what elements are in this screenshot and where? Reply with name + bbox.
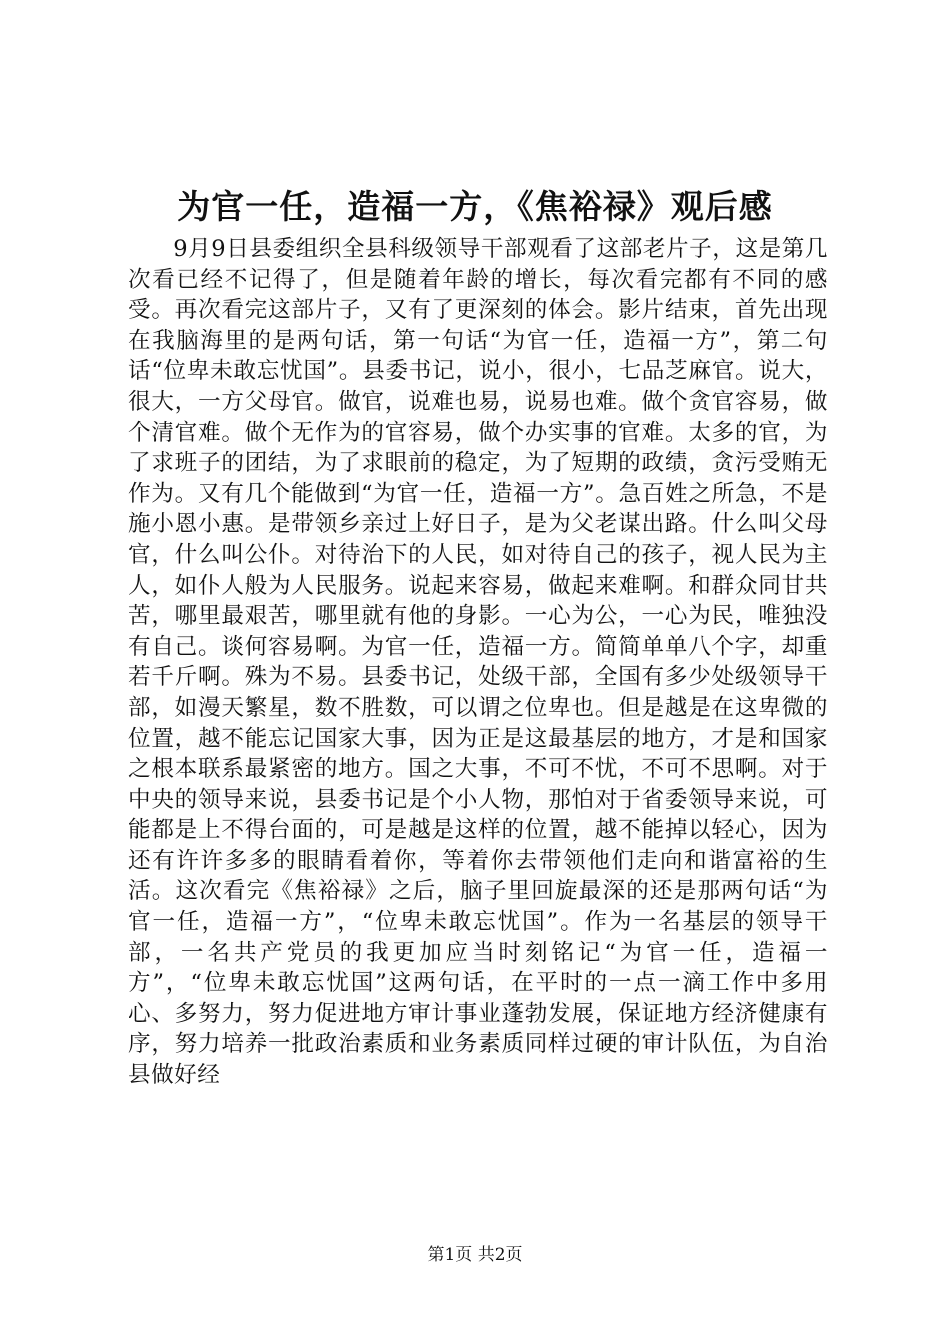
body-paragraph: 9月9日县委组织全县科级领导干部观看了这部老片子，这是第几次看已经不记得了，但是随着年龄的增长，每次看完都有不同的感受。再次看完这部片子，又有了更深刻的体会。影片结束，首先出现在我脑海里的是两句话，第一句话“为官一任，造福一方”，第二句话“位卑未敢忘忧国”。县委书记，说小，很小，七品芝麻官。说大，很大，一方父母官。做官，说难也易，说易也难。做个贪官容易，做个清官难。做个无作为的官容易，做个办实事的官难。太多的官，为了求班子的团结，为了求眼前的稳定，为了短期的政绩，贪污受贿无作为。又有几个能做到“为官一任，造福一方”。急百姓之所急，不是施小恩小惠。是带领乡亲过上好日子，是为父老谋出路。什么叫父母官，什么叫公仆。对待治下的人民，如对待自己的孩子，视人民为主人，如仆人般为人民服务。说起来容易，做起来难啊。和群众同甘共苦，哪里最艰苦，哪里就有他的身影。一心为公，一心为民，唯独没有自己。谈何容易啊。为官一任，造福一方。简简单单八个字，却重若千斤啊。殊为不易。县委书记，处级干部，全国有多少处级领导干部，如漫天繁星，数不胜数，可以谓之位卑也。但是越是在这卑微的位置，越不能忘记国家大事，因为正是这最基层的地方，才是和国家之根本联系最紧密的地方。国之大事，不可不忧，不可不思啊。对于中央的领导来说，县委书记是个小人物，那怕对于省委领导来说，可能都是上不得台面的，可是越是这样的位置，越不能掉以轻心，因为还有许许多多的眼睛看着你，等着你去带领他们走向和谐富裕的生活。这次看完《焦裕禄》之后，脑子里回旋最深的还是那两句话“为官一任，造福一方”，“位卑未敢忘忧国”。作为一名基层的领导干部，一名共产党员的我更加应当时刻铭记“为官一任，造福一方”，“位卑未敢忘忧国”这两句话，在平时的一点一滴工作中多用心、多努力，努力促进地方审计事业蓬勃发展，保证地方经济健康有序，努力培养一批政治素质和业务素质同样过硬的审计队伍，为自治县做好经 [128, 236, 828, 1089]
page-number-footer: 第1页 共2页 [427, 1245, 523, 1265]
document-title: 为官一任，造福一方，《焦裕禄》观后感 [177, 187, 773, 226]
